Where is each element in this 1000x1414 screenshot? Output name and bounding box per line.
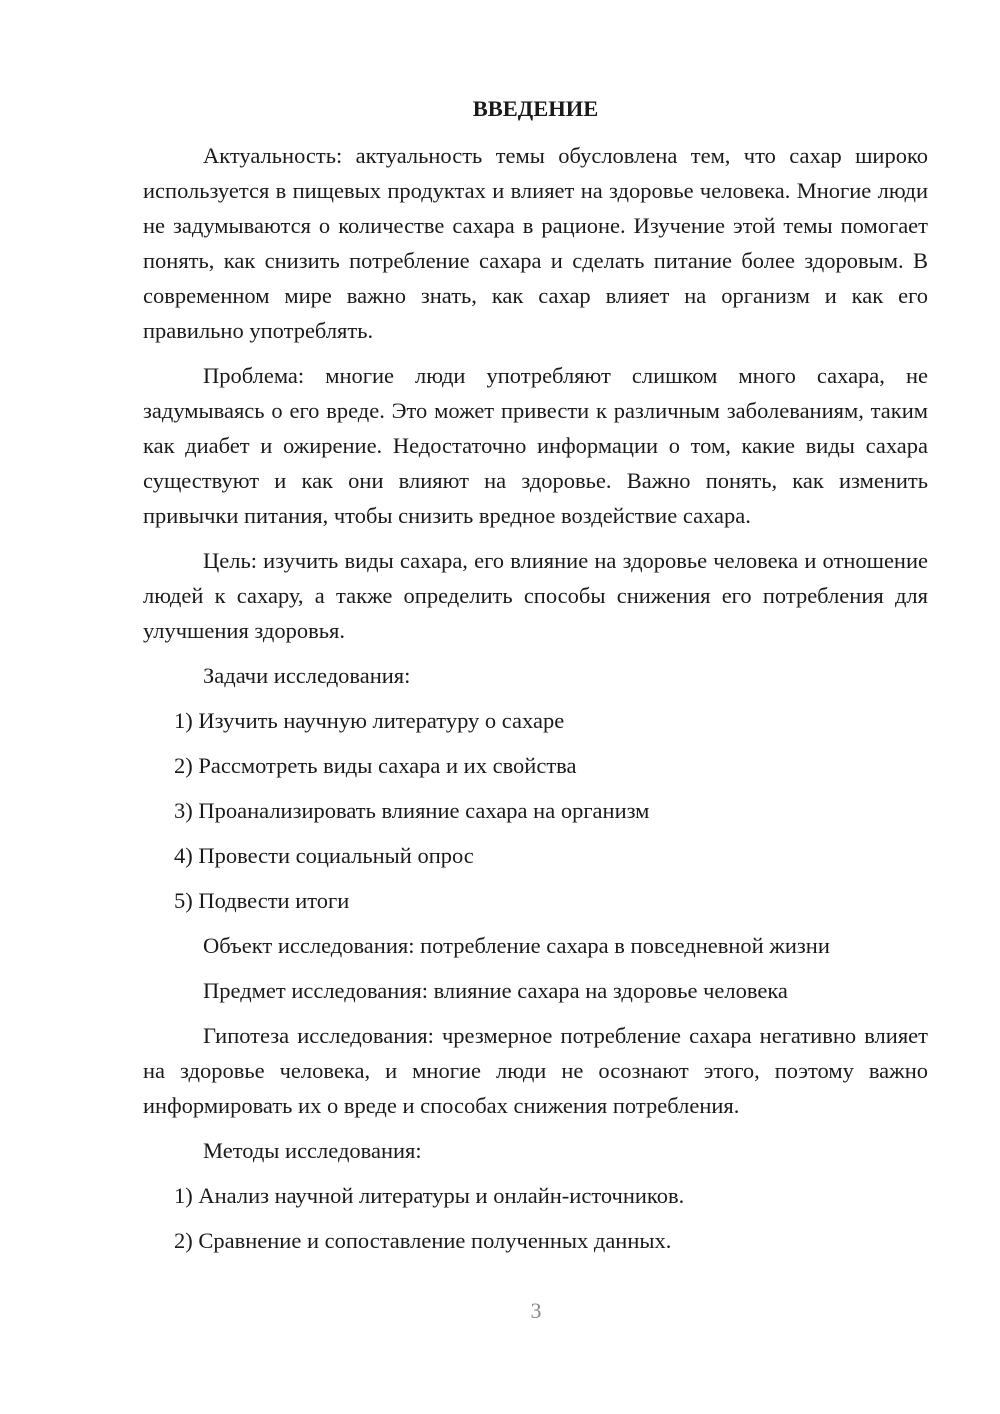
research-subject: Предмет исследования: влияние сахара на здоровье человека (203, 978, 788, 1003)
task-item: 2) Рассмотреть виды сахара и их свойства (174, 753, 577, 778)
problem-paragraph: Проблема: многие люди употребляют слишком много сахара, не задумываясь о его вреде. Это может привести к различным заболеваниям, таким как диабет и ожирение. Недостаточно информации о том, какие виды сахара существуют и как они влияют на здоровье. Важно понять, как изменить привычки питания, чтобы снизить вредное воздействие сахара. (143, 363, 928, 528)
task-item: 4) Провести социальный опрос (174, 843, 474, 868)
method-item: 1) Анализ научной литературы и онлайн-источников. (174, 1183, 685, 1208)
task-item: 5) Подвести итоги (174, 888, 350, 913)
task-item: 3) Проанализировать влияние сахара на организм (174, 798, 650, 823)
page-title: ВВЕДЕНИЕ (472, 96, 599, 121)
method-item: 2) Сравнение и сопоставление полученных данных. (174, 1228, 672, 1253)
task-item: 1) Изучить научную литературу о сахаре (174, 708, 565, 733)
tasks-heading: Задачи исследования: (203, 663, 411, 688)
research-object: Объект исследования: потребление сахара в повседневной жизни (203, 933, 830, 958)
methods-heading: Методы исследования: (203, 1138, 422, 1163)
goal-paragraph: Цель: изучить виды сахара, его влияние на здоровье человека и отношение людей к сахару, а также определить способы снижения его потребления для улучшения здоровья. (143, 548, 928, 643)
hypothesis-paragraph: Гипотеза исследования: чрезмерное потребление сахара негативно влияет на здоровье человека, и многие люди не осознают этого, поэтому важно информировать их о вреде и способах снижения потребления. (143, 1023, 928, 1118)
relevance-paragraph: Актуальность: актуальность темы обусловлена тем, что сахар широко используется в пищевых продуктах и влияет на здоровье человека. Многие люди не задумываются о количестве сахара в рационе. Изучение этой темы помогает понять, как снизить потребление сахара и сделать питание более здоровым. В современном мире важно знать, как сахар влияет на организм и как его правильно употреблять. (143, 143, 928, 343)
page-content (143, 94, 928, 1268)
page-number: 3 (530, 1298, 542, 1323)
